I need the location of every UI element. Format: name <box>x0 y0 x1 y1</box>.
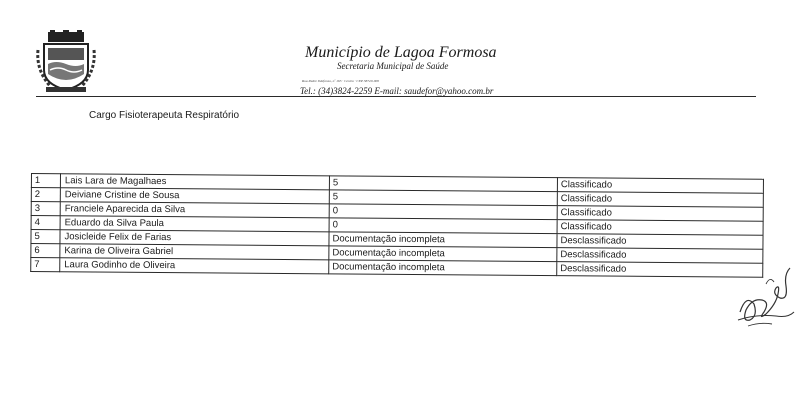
header-contact: Tel.: (34)3824-2259 E-mail: saudefor@yahoo.com.br <box>300 86 494 96</box>
candidate-status: Classificado <box>557 220 763 236</box>
candidate-status: Desclassificado <box>557 234 763 250</box>
candidate-score: Documentação incompleta <box>329 246 557 262</box>
candidate-name: Deiviane Cristine de Sousa <box>60 188 329 204</box>
candidate-score: 0 <box>329 218 557 234</box>
header-divider <box>36 96 756 97</box>
header-address: Rua Padre Ildefonso, nº 165 · Centro · CEP 38720-000 <box>302 79 379 83</box>
candidate-name: Lais Lara de Magalhaes <box>60 174 329 190</box>
row-number: 7 <box>31 258 60 272</box>
municipal-crest-icon <box>36 30 96 92</box>
municipality-title: Município de Lagoa Formosa <box>305 44 497 61</box>
row-number: 4 <box>31 216 60 230</box>
candidate-score: 5 <box>329 176 557 192</box>
candidate-name: Franciele Aparecida da Silva <box>60 202 329 218</box>
candidate-name: Laura Godinho de Oliveira <box>60 258 329 274</box>
candidate-status: Classificado <box>557 178 763 194</box>
candidate-score: 5 <box>329 190 557 206</box>
candidate-score: 0 <box>329 204 557 220</box>
secretariat-subtitle: Secretaria Municipal de Saúde <box>337 61 449 71</box>
candidate-score: Documentação incompleta <box>329 260 557 276</box>
candidate-status: Classificado <box>557 206 763 222</box>
row-number: 1 <box>31 174 60 188</box>
section-title: Cargo Fisioterapeuta Respiratório <box>89 110 240 121</box>
candidate-status: Desclassificado <box>557 262 763 278</box>
row-number: 2 <box>31 188 60 202</box>
row-number: 6 <box>31 244 60 258</box>
candidate-score: Documentação incompleta <box>329 232 557 248</box>
candidate-status: Desclassificado <box>557 248 763 264</box>
handwritten-signature-icon <box>736 264 796 330</box>
candidate-name: Josicleide Felix de Farias <box>60 230 329 246</box>
candidate-name: Karina de Oliveira Gabriel <box>60 244 329 260</box>
row-number: 5 <box>31 230 60 244</box>
candidate-status: Classificado <box>557 192 763 208</box>
row-number: 3 <box>31 202 60 216</box>
candidate-name: Eduardo da Silva Paula <box>60 216 329 232</box>
results-table <box>30 173 764 278</box>
